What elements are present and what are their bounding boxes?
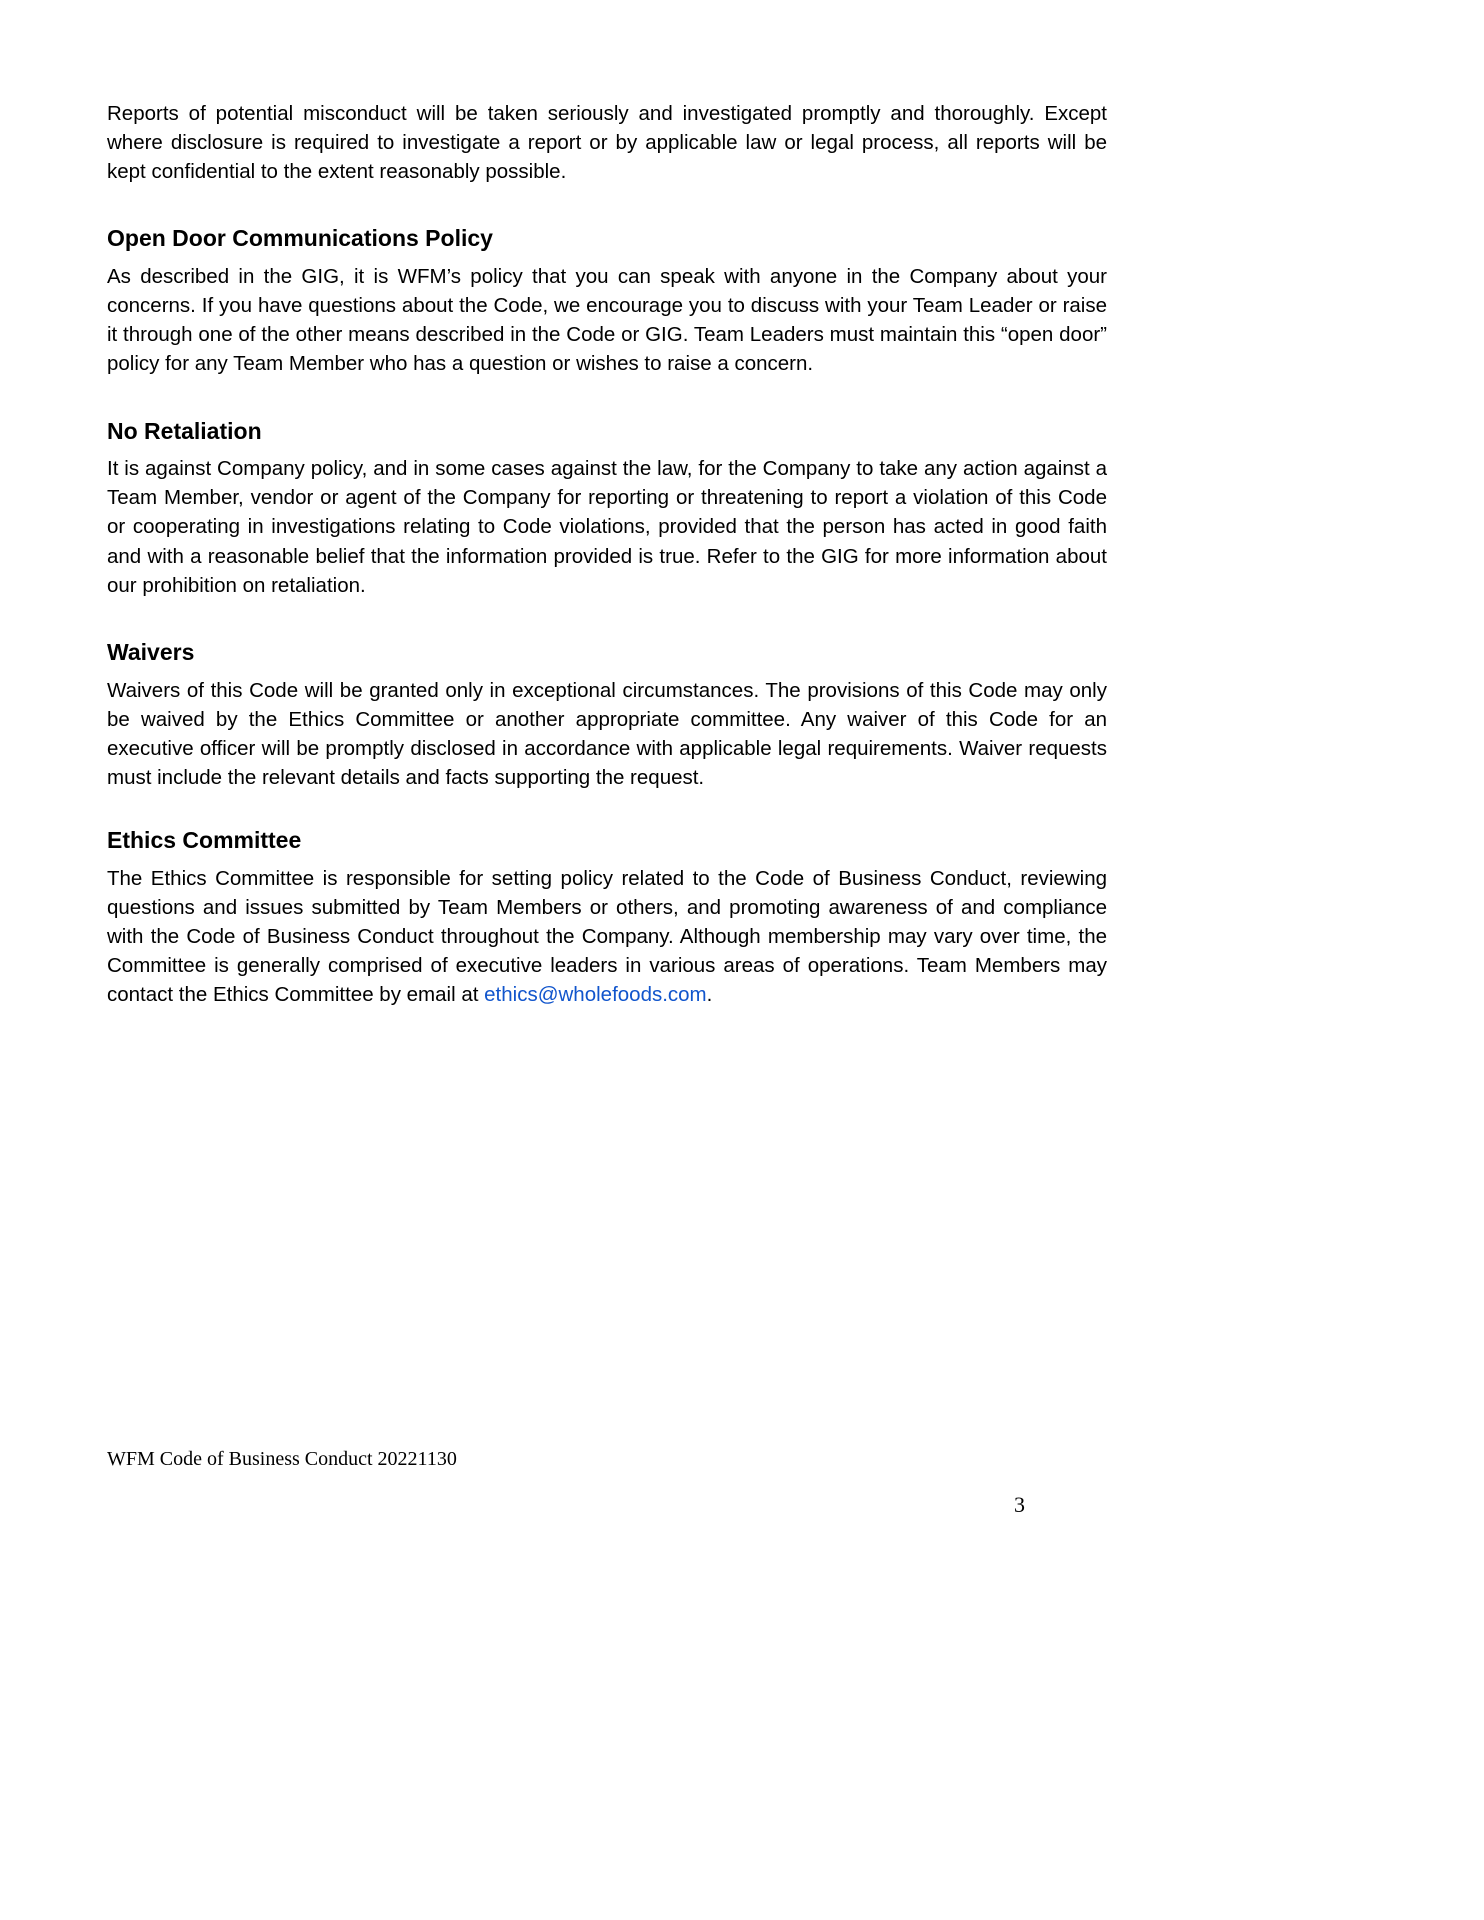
section-heading-no-retaliation: No Retaliation — [107, 417, 262, 444]
section-waivers — [107, 638, 1107, 792]
section-body-ethics-committee — [107, 864, 1107, 1010]
section-body-waivers: Waivers of this Code will be granted only in exceptional circumstances. The provisions of this Code may only be waived by the Ethics Committee or another appropriate committee. Any waiver of this Code for an executive officer will be promptly disclosed in accordance with applicable legal requirements. Waiver requests must include the relevant details and facts supporting the request. — [107, 678, 1107, 789]
section-body-no-retaliation: It is against Company policy, and in some cases against the law, for the Company to take any action against a Team Member, vendor or agent of the Company for reporting or threatening to report a violation of this Code or cooperating in investigations relating to Code violations, provided that the person has acted in good faith and with a reasonable belief that the information provided is true. Refer to the GIG for more information about our prohibition on retaliation. — [107, 457, 1107, 597]
section-body-open-door-policy: As described in the GIG, it is WFM’s policy that you can speak with anyone in the Company about your concerns. If you have questions about the Code, we encourage you to discuss with your Team Leader or raise it through one of the other means described in the Code or GIG. Team Leaders must maintain this “open door” policy for any Team Member who has a question or wishes to raise a concern. — [107, 265, 1107, 376]
section-heading-open-door-policy: Open Door Communications Policy — [107, 225, 493, 252]
page-content — [107, 99, 1107, 1009]
section-heading-waivers: Waivers — [107, 638, 195, 665]
intro-paragraph: Reports of potential misconduct will be taken seriously and investigated promptly and thoroughly. Except where disclosure is required to investigate a report or by applicable law or legal process, all reports will be kept confidential to the extent reasonably possible. — [107, 102, 1107, 184]
section-heading-ethics-committee: Ethics Committee — [107, 827, 302, 853]
section-ethics-committee — [107, 826, 1107, 1009]
ethics-body-after-link: . — [706, 983, 713, 1007]
footer-document-title: WFM Code of Business Conduct 20221130 — [107, 1448, 457, 1470]
ethics-email-link[interactable]: ethics@wholefoods.com — [484, 983, 707, 1007]
section-no-retaliation — [107, 417, 1107, 600]
ethics-body-before-link: The Ethics Committee is responsible for setting policy related to the Code of Business Conduct, reviewing questions and issues submitted by Team Members or others, and promoting awareness of and compliance with the Code of Business Conduct throughout the Company. Although membership may vary over time, the Committee is generally comprised of executive leaders in various areas of operations. Team Members may contact the Ethics Committee by email at — [107, 866, 1107, 1007]
page-number: 3 — [1014, 1492, 1025, 1517]
section-open-door-policy — [107, 224, 1107, 378]
